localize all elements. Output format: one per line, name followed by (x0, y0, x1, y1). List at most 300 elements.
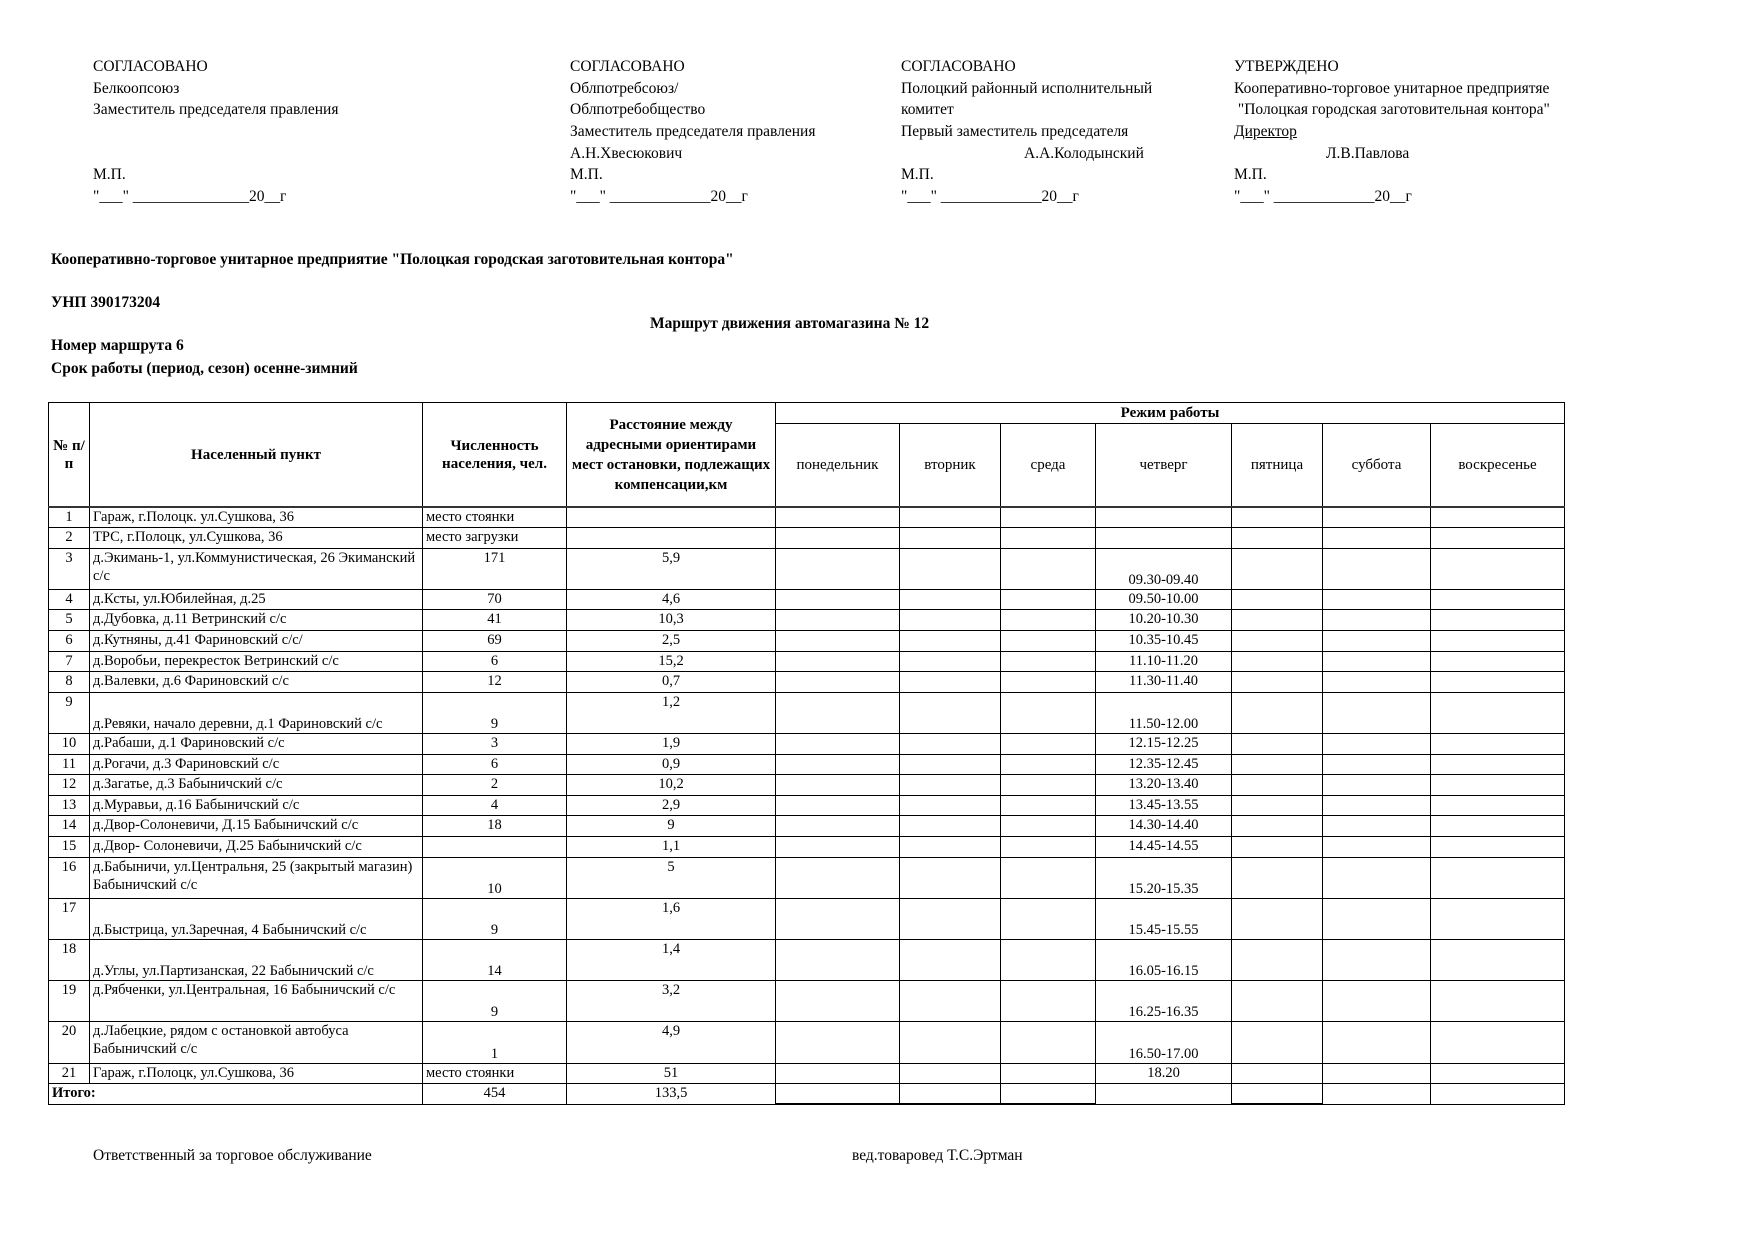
cell-place: Гараж, г.Полоцк, ул.Сушкова, 36 (90, 1063, 423, 1084)
cell-tuesday (900, 692, 1001, 733)
cell-tuesday (900, 981, 1001, 1022)
column-header-schedule: Режим работы (776, 403, 1565, 424)
cell-sunday (1431, 507, 1565, 528)
cell-population: место загрузки (423, 528, 567, 549)
cell-num: 4 (49, 589, 90, 610)
cell-place: д.Быстрица, ул.Заречная, 4 Бабыничский с/с (90, 898, 423, 939)
approval-line: Заместитель председателя правления (570, 123, 816, 141)
cell-friday (1232, 837, 1323, 858)
cell-num: 17 (49, 898, 90, 939)
cell-population: место стоянки (423, 507, 567, 528)
cell-saturday (1323, 795, 1431, 816)
responsible-signer: вед.товаровед Т.С.Эртман (852, 1147, 1023, 1164)
cell-num: 19 (49, 981, 90, 1022)
cell-saturday (1323, 898, 1431, 939)
cell-tuesday (900, 754, 1001, 775)
cell-thursday: 12.35-12.45 (1096, 754, 1232, 775)
cell-distance: 4,9 (567, 1022, 776, 1063)
approval-signer-name: Л.В.Павлова (1326, 144, 1410, 162)
column-header-tuesday: вторник (900, 424, 1001, 508)
cell-tuesday (900, 631, 1001, 652)
cell-place: д.Экимань-1, ул.Коммунистическая, 26 Экиманский с/с (90, 548, 423, 589)
cell-wednesday (1001, 775, 1096, 796)
cell-thursday: 16.50-17.00 (1096, 1022, 1232, 1063)
cell-saturday (1323, 1022, 1431, 1063)
cell-monday (776, 857, 900, 898)
cell-sunday (1431, 837, 1565, 858)
approval-stamp: М.П. (570, 166, 603, 184)
cell-sunday (1431, 631, 1565, 652)
approval-line: Первый заместитель председателя (901, 123, 1129, 141)
cell-sunday (1431, 548, 1565, 589)
cell-num: 12 (49, 775, 90, 796)
total-day-cell (776, 1084, 900, 1105)
table-row (49, 651, 1565, 672)
cell-monday (776, 528, 900, 549)
cell-place: д.Валевки, д.6 Фариновский с/с (90, 672, 423, 693)
cell-distance: 5 (567, 857, 776, 898)
cell-wednesday (1001, 589, 1096, 610)
cell-thursday: 11.50-12.00 (1096, 692, 1232, 733)
cell-saturday (1323, 610, 1431, 631)
cell-num: 8 (49, 672, 90, 693)
cell-population: 3 (423, 734, 567, 755)
cell-tuesday (900, 507, 1001, 528)
column-header-monday: понедельник (776, 424, 900, 508)
route-number: Номер маршрута 6 (51, 337, 184, 354)
cell-distance (567, 528, 776, 549)
cell-population: 6 (423, 754, 567, 775)
cell-num: 11 (49, 754, 90, 775)
cell-sunday (1431, 610, 1565, 631)
cell-distance: 51 (567, 1063, 776, 1084)
cell-wednesday (1001, 672, 1096, 693)
cell-friday (1232, 754, 1323, 775)
total-day-cell (900, 1084, 1001, 1105)
table-row (49, 610, 1565, 631)
cell-distance: 0,9 (567, 754, 776, 775)
cell-friday (1232, 692, 1323, 733)
cell-num: 15 (49, 837, 90, 858)
cell-sunday (1431, 816, 1565, 837)
approval-line (93, 143, 338, 165)
cell-wednesday (1001, 507, 1096, 528)
cell-friday (1232, 548, 1323, 589)
table-row (49, 754, 1565, 775)
approval-date: "___" _____________20__г (570, 188, 748, 206)
total-day-cell (1323, 1084, 1431, 1105)
cell-num: 3 (49, 548, 90, 589)
cell-monday (776, 734, 900, 755)
cell-place: ТРС, г.Полоцк, ул.Сушкова, 36 (90, 528, 423, 549)
cell-thursday: 14.45-14.55 (1096, 837, 1232, 858)
cell-monday (776, 1022, 900, 1063)
cell-monday (776, 1063, 900, 1084)
cell-saturday (1323, 754, 1431, 775)
total-population: 454 (423, 1084, 567, 1105)
approval-heading: УТВЕРЖДЕНО (1234, 58, 1339, 75)
cell-friday (1232, 857, 1323, 898)
table-row (49, 672, 1565, 693)
cell-monday (776, 548, 900, 589)
cell-monday (776, 610, 900, 631)
table-row (49, 528, 1565, 549)
cell-wednesday (1001, 1022, 1096, 1063)
cell-wednesday (1001, 734, 1096, 755)
cell-saturday (1323, 981, 1431, 1022)
cell-thursday: 09.30-09.40 (1096, 548, 1232, 589)
cell-place: д.Воробьи, перекресток Ветринский с/с (90, 651, 423, 672)
cell-monday (776, 692, 900, 733)
approval-stamp: М.П. (1234, 166, 1267, 184)
cell-monday (776, 651, 900, 672)
cell-saturday (1323, 837, 1431, 858)
cell-population: 18 (423, 816, 567, 837)
cell-sunday (1431, 528, 1565, 549)
cell-sunday (1431, 754, 1565, 775)
cell-thursday: 15.20-15.35 (1096, 857, 1232, 898)
cell-sunday (1431, 857, 1565, 898)
approval-signer-name: А.Н.Хвесюкович (570, 144, 683, 162)
approval-line: Облпотребобщество (570, 101, 706, 119)
cell-friday (1232, 672, 1323, 693)
cell-population: 14 (423, 939, 567, 980)
cell-sunday (1431, 898, 1565, 939)
cell-monday (776, 631, 900, 652)
column-header-friday: пятница (1232, 424, 1323, 508)
cell-saturday (1323, 939, 1431, 980)
cell-tuesday (900, 610, 1001, 631)
cell-num: 5 (49, 610, 90, 631)
cell-thursday: 13.45-13.55 (1096, 795, 1232, 816)
work-season: Срок работы (период, сезон) осенне-зимний (51, 360, 358, 377)
cell-friday (1232, 775, 1323, 796)
cell-population: 171 (423, 548, 567, 589)
cell-friday (1232, 795, 1323, 816)
approval-director (1234, 56, 1550, 208)
cell-sunday (1431, 734, 1565, 755)
approval-date: "___" _____________20__г (1234, 188, 1412, 206)
cell-distance: 2,5 (567, 631, 776, 652)
approval-line: комитет (901, 101, 954, 119)
cell-wednesday (1001, 754, 1096, 775)
cell-sunday (1431, 692, 1565, 733)
table-row (49, 589, 1565, 610)
cell-num: 20 (49, 1022, 90, 1063)
cell-num: 18 (49, 939, 90, 980)
page-title: Маршрут движения автомагазина № 12 (650, 315, 930, 332)
table-row (49, 837, 1565, 858)
cell-tuesday (900, 857, 1001, 898)
route-table (48, 402, 1565, 1105)
table-row (49, 631, 1565, 652)
cell-saturday (1323, 1063, 1431, 1084)
cell-tuesday (900, 528, 1001, 549)
cell-num: 21 (49, 1063, 90, 1084)
cell-wednesday (1001, 651, 1096, 672)
total-day-cell (1001, 1084, 1096, 1105)
cell-tuesday (900, 837, 1001, 858)
cell-distance: 1,2 (567, 692, 776, 733)
cell-monday (776, 672, 900, 693)
approval-line: Белкоопсоюз (93, 79, 180, 97)
cell-place: д.Ксты, ул.Юбилейная, д.25 (90, 589, 423, 610)
cell-population: 10 (423, 857, 567, 898)
approval-line (93, 121, 338, 143)
cell-saturday (1323, 734, 1431, 755)
cell-friday (1232, 1063, 1323, 1084)
cell-thursday: 10.20-10.30 (1096, 610, 1232, 631)
total-day-cell (1431, 1084, 1565, 1105)
approval-raiispolkom (901, 56, 1152, 208)
cell-place: д.Рябченки, ул.Центральная, 16 Бабыничский с/с (90, 981, 423, 1022)
cell-sunday (1431, 651, 1565, 672)
cell-num: 13 (49, 795, 90, 816)
cell-population: 9 (423, 981, 567, 1022)
cell-sunday (1431, 1022, 1565, 1063)
cell-tuesday (900, 898, 1001, 939)
table-row (49, 939, 1565, 980)
cell-wednesday (1001, 610, 1096, 631)
cell-wednesday (1001, 837, 1096, 858)
cell-saturday (1323, 816, 1431, 837)
unp-number: УНП 390173204 (51, 294, 161, 311)
approval-line: Облпотребсоюз/ (570, 79, 679, 97)
cell-population: 9 (423, 692, 567, 733)
table-row (49, 898, 1565, 939)
approval-line: Заместитель председателя правления (93, 101, 339, 119)
cell-wednesday (1001, 939, 1096, 980)
cell-population: 41 (423, 610, 567, 631)
cell-place: д.Рогачи, д.3 Фариновский с/с (90, 754, 423, 775)
cell-place: д.Двор- Солоневичи, Д.25 Бабыничский с/с (90, 837, 423, 858)
table-total-row (49, 1084, 1565, 1105)
cell-distance: 1,9 (567, 734, 776, 755)
cell-monday (776, 837, 900, 858)
total-day-cell (1232, 1084, 1323, 1105)
table-row (49, 734, 1565, 755)
cell-place: Гараж, г.Полоцк. ул.Сушкова, 36 (90, 507, 423, 528)
cell-place: д.Загатье, д.3 Бабыничский с/с (90, 775, 423, 796)
cell-tuesday (900, 548, 1001, 589)
cell-place: д.Углы, ул.Партизанская, 22 Бабыничский с/с (90, 939, 423, 980)
cell-saturday (1323, 775, 1431, 796)
cell-friday (1232, 528, 1323, 549)
cell-friday (1232, 898, 1323, 939)
cell-population: 9 (423, 898, 567, 939)
cell-monday (776, 795, 900, 816)
approval-stamp: М.П. (901, 166, 934, 184)
cell-distance: 4,6 (567, 589, 776, 610)
column-header-place: Населенный пункт (90, 403, 423, 508)
cell-saturday (1323, 672, 1431, 693)
cell-friday (1232, 981, 1323, 1022)
cell-place: д.Лабецкие, рядом с остановкой автобуса Бабыничский с/с (90, 1022, 423, 1063)
cell-num: 6 (49, 631, 90, 652)
cell-distance: 1,6 (567, 898, 776, 939)
cell-distance: 10,2 (567, 775, 776, 796)
cell-saturday (1323, 528, 1431, 549)
cell-sunday (1431, 981, 1565, 1022)
approval-heading: СОГЛАСОВАНО (901, 58, 1016, 75)
cell-friday (1232, 651, 1323, 672)
cell-tuesday (900, 816, 1001, 837)
cell-tuesday (900, 651, 1001, 672)
cell-population: 2 (423, 775, 567, 796)
cell-wednesday (1001, 857, 1096, 898)
cell-sunday (1431, 939, 1565, 980)
cell-wednesday (1001, 631, 1096, 652)
approval-line: Полоцкий районный исполнительный (901, 79, 1153, 97)
cell-place: д.Ревяки, начало деревни, д.1 Фариновский с/с (90, 692, 423, 733)
table-row (49, 795, 1565, 816)
cell-monday (776, 939, 900, 980)
approval-position: Директор (1234, 123, 1297, 141)
cell-num: 9 (49, 692, 90, 733)
table-row (49, 857, 1565, 898)
cell-thursday: 13.20-13.40 (1096, 775, 1232, 796)
cell-tuesday (900, 1022, 1001, 1063)
cell-distance (567, 507, 776, 528)
cell-friday (1232, 816, 1323, 837)
cell-population: 4 (423, 795, 567, 816)
cell-population: 70 (423, 589, 567, 610)
approval-oblpotrebsoyuz (570, 56, 815, 208)
cell-tuesday (900, 589, 1001, 610)
cell-population: место стоянки (423, 1063, 567, 1084)
cell-distance: 15,2 (567, 651, 776, 672)
cell-population: 1 (423, 1022, 567, 1063)
table-row (49, 548, 1565, 589)
cell-saturday (1323, 507, 1431, 528)
cell-thursday: 10.35-10.45 (1096, 631, 1232, 652)
cell-num: 1 (49, 507, 90, 528)
cell-sunday (1431, 795, 1565, 816)
cell-population: 69 (423, 631, 567, 652)
cell-population (423, 837, 567, 858)
table-row (49, 1022, 1565, 1063)
cell-thursday: 14.30-14.40 (1096, 816, 1232, 837)
cell-tuesday (900, 939, 1001, 980)
cell-distance: 3,2 (567, 981, 776, 1022)
cell-distance: 1,1 (567, 837, 776, 858)
approval-signer-name: А.А.Колодынский (1024, 144, 1144, 162)
table-row (49, 981, 1565, 1022)
cell-place: д.Дубовка, д.11 Ветринский с/с (90, 610, 423, 631)
cell-friday (1232, 631, 1323, 652)
cell-tuesday (900, 672, 1001, 693)
cell-friday (1232, 610, 1323, 631)
cell-monday (776, 507, 900, 528)
column-header-saturday: суббота (1323, 424, 1431, 508)
cell-saturday (1323, 548, 1431, 589)
cell-saturday (1323, 857, 1431, 898)
cell-num: 14 (49, 816, 90, 837)
cell-tuesday (900, 734, 1001, 755)
cell-thursday: 12.15-12.25 (1096, 734, 1232, 755)
cell-wednesday (1001, 1063, 1096, 1084)
column-header-thursday: четверг (1096, 424, 1232, 508)
cell-tuesday (900, 1063, 1001, 1084)
cell-monday (776, 981, 900, 1022)
cell-wednesday (1001, 528, 1096, 549)
cell-friday (1232, 734, 1323, 755)
cell-num: 10 (49, 734, 90, 755)
cell-distance: 1,4 (567, 939, 776, 980)
approval-heading: СОГЛАСОВАНО (570, 58, 685, 75)
approval-belkoopsoyuz (93, 56, 338, 208)
cell-monday (776, 898, 900, 939)
column-header-distance: Расстояние между адресными ориентирами мест остановки, подлежащих компенсации,км (567, 403, 776, 508)
column-header-population: Численность населения, чел. (423, 403, 567, 508)
company-name: Кооперативно-торговое унитарное предприятие "Полоцкая городская заготовительная контора" (51, 251, 734, 268)
cell-place: д.Рабаши, д.1 Фариновский с/с (90, 734, 423, 755)
approval-date: "___" _______________20__г (93, 188, 287, 206)
route-table-body (49, 507, 1565, 1104)
cell-tuesday (900, 775, 1001, 796)
cell-wednesday (1001, 795, 1096, 816)
cell-wednesday (1001, 692, 1096, 733)
cell-place: д.Бабыничи, ул.Центральня, 25 (закрытый магазин) Бабыничский с/с (90, 857, 423, 898)
table-row (49, 692, 1565, 733)
cell-monday (776, 816, 900, 837)
total-label: Итого: (49, 1084, 423, 1105)
cell-wednesday (1001, 816, 1096, 837)
cell-saturday (1323, 589, 1431, 610)
column-header-num: № п/п (49, 403, 90, 508)
cell-saturday (1323, 651, 1431, 672)
approval-date: "___" _____________20__г (901, 188, 1079, 206)
cell-wednesday (1001, 548, 1096, 589)
approval-line: "Полоцкая городская заготовительная контора" (1234, 101, 1550, 119)
approval-stamp: М.П. (93, 166, 126, 184)
table-row (49, 1063, 1565, 1084)
cell-population: 6 (423, 651, 567, 672)
cell-tuesday (900, 795, 1001, 816)
cell-thursday: 09.50-10.00 (1096, 589, 1232, 610)
cell-saturday (1323, 631, 1431, 652)
cell-friday (1232, 939, 1323, 980)
cell-thursday: 11.30-11.40 (1096, 672, 1232, 693)
cell-thursday: 16.25-16.35 (1096, 981, 1232, 1022)
cell-monday (776, 775, 900, 796)
cell-thursday: 16.05-16.15 (1096, 939, 1232, 980)
cell-sunday (1431, 589, 1565, 610)
responsible-label: Ответственный за торговое обслуживание (93, 1147, 372, 1164)
cell-monday (776, 754, 900, 775)
cell-num: 2 (49, 528, 90, 549)
total-day-cell (1096, 1084, 1232, 1105)
cell-friday (1232, 1022, 1323, 1063)
cell-place: д.Муравьи, д.16 Бабыничский с/с (90, 795, 423, 816)
approval-heading: СОГЛАСОВАНО (93, 58, 208, 75)
cell-sunday (1431, 672, 1565, 693)
table-row (49, 775, 1565, 796)
cell-place: д.Двор-Солоневичи, Д.15 Бабыничский с/с (90, 816, 423, 837)
cell-distance: 2,9 (567, 795, 776, 816)
total-distance: 133,5 (567, 1084, 776, 1105)
cell-thursday (1096, 528, 1232, 549)
cell-place: д.Кутняны, д.41 Фариновский с/с/ (90, 631, 423, 652)
cell-distance: 9 (567, 816, 776, 837)
approval-line: Кооперативно-торговое унитарное предприятяе (1234, 79, 1550, 97)
cell-distance: 5,9 (567, 548, 776, 589)
cell-sunday (1431, 1063, 1565, 1084)
column-header-sunday: воскресенье (1431, 424, 1565, 508)
cell-friday (1232, 507, 1323, 528)
table-row (49, 507, 1565, 528)
cell-num: 7 (49, 651, 90, 672)
